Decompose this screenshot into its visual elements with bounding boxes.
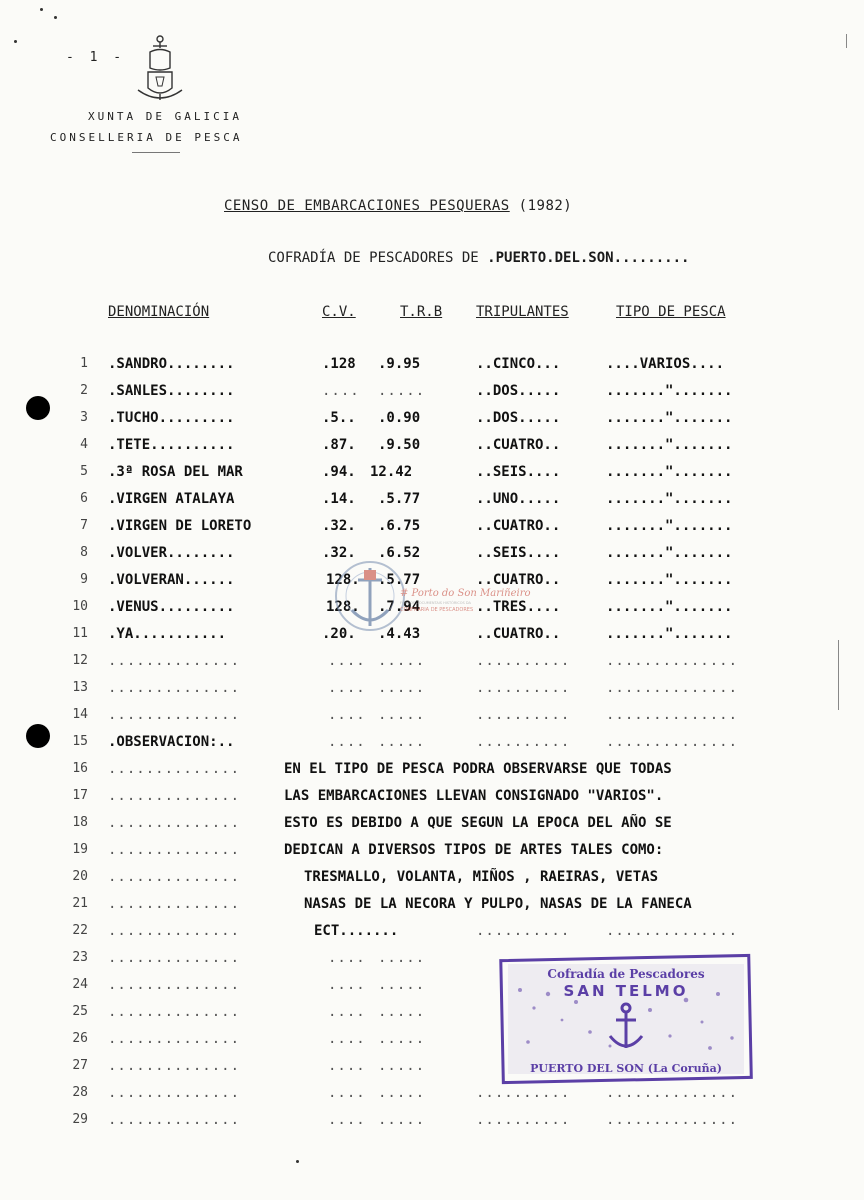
vessel-name: .SANDRO........ (108, 356, 235, 372)
row-number: 22 (72, 923, 88, 938)
watermark-line-3: CONFRARIA DE PESCADORES (400, 607, 474, 613)
row-dots: .............. (108, 869, 241, 885)
fishing-type: ......."....... (606, 518, 733, 534)
title-year: (1982) (518, 198, 573, 214)
cv-value: 128. (326, 572, 360, 588)
trb-value: ..... (378, 977, 426, 993)
crew-value: ..SEIS.... (476, 545, 561, 561)
observation-text: EN EL TIPO DE PESCA PODRA OBSERVARSE QUE TODAS (284, 761, 672, 777)
title-main: CENSO DE EMBARCACIONES PESQUERAS (224, 198, 510, 214)
trb-value: .9.95 (378, 356, 421, 372)
table-row (0, 356, 864, 383)
row-number: 25 (72, 1004, 88, 1019)
galicia-crest-icon (134, 34, 186, 106)
crew-value: .......... (476, 1112, 571, 1128)
cv-value: .32. (322, 545, 356, 561)
crew-value: ..CUATRO.. (476, 572, 561, 588)
vessel-name: .TETE.......... (108, 437, 235, 453)
cv-value: .... (328, 653, 366, 669)
org-line-2: CONSELLERIA DE PESCA (50, 131, 243, 144)
scan-speck (14, 40, 17, 43)
observation-row (0, 869, 864, 896)
row-number: 16 (72, 761, 88, 776)
watermark-line-2: FONDOS DOCUMENTAIS HISTÓRICOS DA (400, 601, 471, 605)
crew-value: .......... (476, 680, 571, 696)
table-row (0, 437, 864, 464)
trb-value: .7.94 (378, 599, 421, 615)
cv-value: .14. (322, 491, 356, 507)
trb-value: .4.43 (378, 626, 421, 642)
fishing-type: ......."....... (606, 383, 733, 399)
table-row (0, 1085, 864, 1112)
table-row (0, 1112, 864, 1139)
row-number: 12 (72, 653, 88, 668)
row-number: 29 (72, 1112, 88, 1127)
trb-value: ..... (378, 1112, 426, 1128)
trb-value: .5.77 (378, 491, 421, 507)
cv-value: .... (328, 1085, 366, 1101)
crew-value: .......... (476, 707, 571, 723)
fishing-type: ......."....... (606, 572, 733, 588)
vessel-name: .YA........... (108, 626, 227, 642)
vessel-name: .............. (108, 1031, 241, 1047)
crew-value: ..DOS..... (476, 383, 561, 399)
stamp-line-1: Cofradía de Pescadores (547, 967, 705, 981)
observation-text: ESTO ES DEBIDO A QUE SEGUN LA EPOCA DEL AÑO SE (284, 815, 672, 831)
cofradia-name: .PUERTO.DEL.SON......... (487, 250, 690, 266)
table-row (0, 410, 864, 437)
trb-value: ..... (378, 1058, 426, 1074)
cv-value: .32. (322, 518, 356, 534)
crew-value: ..UNO..... (476, 491, 561, 507)
fishing-type: .............. (606, 680, 739, 696)
observation-row (0, 815, 864, 842)
row-number: 24 (72, 977, 88, 992)
org-line-1: XUNTA DE GALICIA (88, 110, 242, 123)
crew-value: ..CUATRO.. (476, 626, 561, 642)
crew-value: ..TRES.... (476, 599, 561, 615)
vessel-name: .............. (108, 1085, 241, 1101)
cofradia-line (268, 250, 689, 266)
fishing-type: .............. (606, 653, 739, 669)
row-dots: .............. (108, 815, 241, 831)
row-number: 8 (80, 545, 88, 560)
divider (132, 152, 180, 153)
observation-row (0, 923, 864, 950)
crew-value: .......... (476, 923, 571, 939)
stamp-line-2: SAN TELMO (563, 982, 689, 1000)
crew-value: ..SEIS.... (476, 464, 561, 480)
row-number: 14 (72, 707, 88, 722)
vessel-name: .VIRGEN ATALAYA (108, 491, 235, 507)
row-number: 6 (80, 491, 88, 506)
trb-value: .6.75 (378, 518, 421, 534)
scan-mark (838, 640, 839, 710)
vessel-name: .............. (108, 1112, 241, 1128)
cv-value: 128. (326, 599, 360, 615)
cv-value: .94. (322, 464, 356, 480)
row-number: 19 (72, 842, 88, 857)
vessel-name: .VIRGEN DE LORETO (108, 518, 252, 534)
trb-value: ..... (378, 653, 426, 669)
fishing-type: .............. (606, 707, 739, 723)
table-row (0, 680, 864, 707)
table-row (0, 464, 864, 491)
row-number: 28 (72, 1085, 88, 1100)
row-number: 3 (80, 410, 88, 425)
observation-text: TRESMALLO, VOLANTA, MIÑOS , RAEIRAS, VETAS (304, 869, 659, 885)
fishing-type: .............. (606, 734, 739, 750)
fishing-type: ......."....... (606, 437, 733, 453)
vessel-name: .............. (108, 1058, 241, 1074)
trb-value: .9.50 (378, 437, 421, 453)
fishing-type: ......."....... (606, 491, 733, 507)
trb-value: ..... (378, 1031, 426, 1047)
trb-value: ..... (378, 680, 426, 696)
fishing-type: ......."....... (606, 464, 733, 480)
binder-hole (26, 724, 50, 748)
vessel-name: .............. (108, 977, 241, 993)
crew-value: .......... (476, 653, 571, 669)
observation-text: DEDICAN A DIVERSOS TIPOS DE ARTES TALES COMO: (284, 842, 664, 858)
table-row (0, 734, 864, 761)
page-number: - 1 - (66, 50, 126, 65)
trb-value: ..... (378, 1004, 426, 1020)
vessel-name: .SANLES........ (108, 383, 235, 399)
cv-value: .... (328, 1112, 366, 1128)
scan-speck (296, 1160, 299, 1163)
table-row (0, 518, 864, 545)
cv-value: .20. (322, 626, 356, 642)
trb-value: ..... (378, 707, 426, 723)
row-number: 20 (72, 869, 88, 884)
cv-value: .... (328, 950, 366, 966)
fishing-type: .............. (606, 1085, 739, 1101)
fishing-type: ......."....... (606, 410, 733, 426)
document-title (224, 198, 572, 214)
cv-value: .... (328, 1058, 366, 1074)
row-number: 27 (72, 1058, 88, 1073)
stamp-line-3: PUERTO DEL SON (La Coruña) (530, 1062, 722, 1075)
observation-text: LAS EMBARCACIONES LLEVAN CONSIGNADO "VARIOS". (284, 788, 664, 804)
crew-value: .......... (476, 734, 571, 750)
cv-value: .... (328, 1004, 366, 1020)
table-row (0, 707, 864, 734)
observation-row (0, 842, 864, 869)
cv-value: .... (328, 734, 366, 750)
row-number: 21 (72, 896, 88, 911)
row-number: 10 (72, 599, 88, 614)
cv-value: .... (328, 1031, 366, 1047)
vessel-name: .............. (108, 653, 241, 669)
cv-value: .87. (322, 437, 356, 453)
observation-text: NASAS DE LA NECORA Y PULPO, NASAS DE LA FANECA (304, 896, 692, 912)
scan-speck (40, 8, 43, 11)
crew-value: .......... (476, 1085, 571, 1101)
observation-row (0, 788, 864, 815)
observation-row (0, 761, 864, 788)
row-number: 26 (72, 1031, 88, 1046)
column-header-type: TIPO DE PESCA (616, 304, 726, 320)
row-dots: .............. (108, 842, 241, 858)
trb-value: ..... (378, 1085, 426, 1101)
cofradia-label: COFRADÍA DE PESCADORES DE (268, 250, 479, 266)
vessel-name: .............. (108, 707, 241, 723)
row-dots: .............. (108, 788, 241, 804)
table-row (0, 383, 864, 410)
trb-value: .5.77 (378, 572, 421, 588)
trb-value: .0.90 (378, 410, 421, 426)
column-header-trb: T.R.B (400, 304, 443, 320)
fishing-type: .............. (606, 1112, 739, 1128)
row-number: 11 (72, 626, 88, 641)
row-number: 5 (80, 464, 88, 479)
row-number: 13 (72, 680, 88, 695)
crew-value: ..DOS..... (476, 410, 561, 426)
row-number: 23 (72, 950, 88, 965)
row-number: 4 (80, 437, 88, 452)
fishing-type: ......."....... (606, 545, 733, 561)
watermark-line-1: # Porto do Son Mariñeiro (400, 588, 531, 599)
row-dots: .............. (108, 896, 241, 912)
trb-value: 12.42 (370, 464, 413, 480)
row-number: 17 (72, 788, 88, 803)
fishing-type: ......."....... (606, 599, 733, 615)
column-header-cv: C.V. (322, 304, 356, 320)
fishing-type: .............. (606, 923, 739, 939)
trb-value: ..... (378, 734, 426, 750)
crew-value: ..CUATRO.. (476, 518, 561, 534)
vessel-name: .3ª ROSA DEL MAR (108, 464, 243, 480)
scan-speck (54, 16, 57, 19)
fishing-type: ......."....... (606, 626, 733, 642)
cv-value: .128 (322, 356, 356, 372)
vessel-name: .............. (108, 950, 241, 966)
cv-value: .... (322, 383, 360, 399)
row-number: 7 (80, 518, 88, 533)
table-row (0, 491, 864, 518)
observation-text: ECT....... (314, 923, 399, 939)
vessel-name: .TUCHO......... (108, 410, 235, 426)
fishing-type: ....VARIOS.... (606, 356, 725, 372)
cofradia-stamp (500, 950, 752, 1084)
row-dots: .............. (108, 761, 241, 777)
vessel-name: .VOLVERAN...... (108, 572, 235, 588)
trb-value: ..... (378, 950, 426, 966)
cv-value: .... (328, 707, 366, 723)
vessel-name: .............. (108, 1004, 241, 1020)
row-number: 9 (80, 572, 88, 587)
cv-value: .... (328, 680, 366, 696)
column-header-name: DENOMINACIÓN (108, 304, 210, 320)
row-number: 15 (72, 734, 88, 749)
row-number: 18 (72, 815, 88, 830)
observation-row (0, 896, 864, 923)
cv-value: .... (328, 977, 366, 993)
trb-value: ..... (378, 383, 426, 399)
scan-mark (846, 34, 847, 48)
crew-value: ..CUATRO.. (476, 437, 561, 453)
cv-value: .5.. (322, 410, 356, 426)
vessel-name: .VOLVER........ (108, 545, 235, 561)
row-number: 1 (80, 356, 88, 371)
vessel-name: .............. (108, 680, 241, 696)
row-dots: .............. (108, 923, 241, 939)
vessel-name: .VENUS......... (108, 599, 235, 615)
row-number: 2 (80, 383, 88, 398)
binder-hole (26, 396, 50, 420)
trb-value: .6.52 (378, 545, 421, 561)
observation-label: .OBSERVACION:.. (108, 734, 235, 750)
crew-value: ..CINCO... (476, 356, 561, 372)
table-row (0, 653, 864, 680)
column-header-crew: TRIPULANTES (476, 304, 569, 320)
